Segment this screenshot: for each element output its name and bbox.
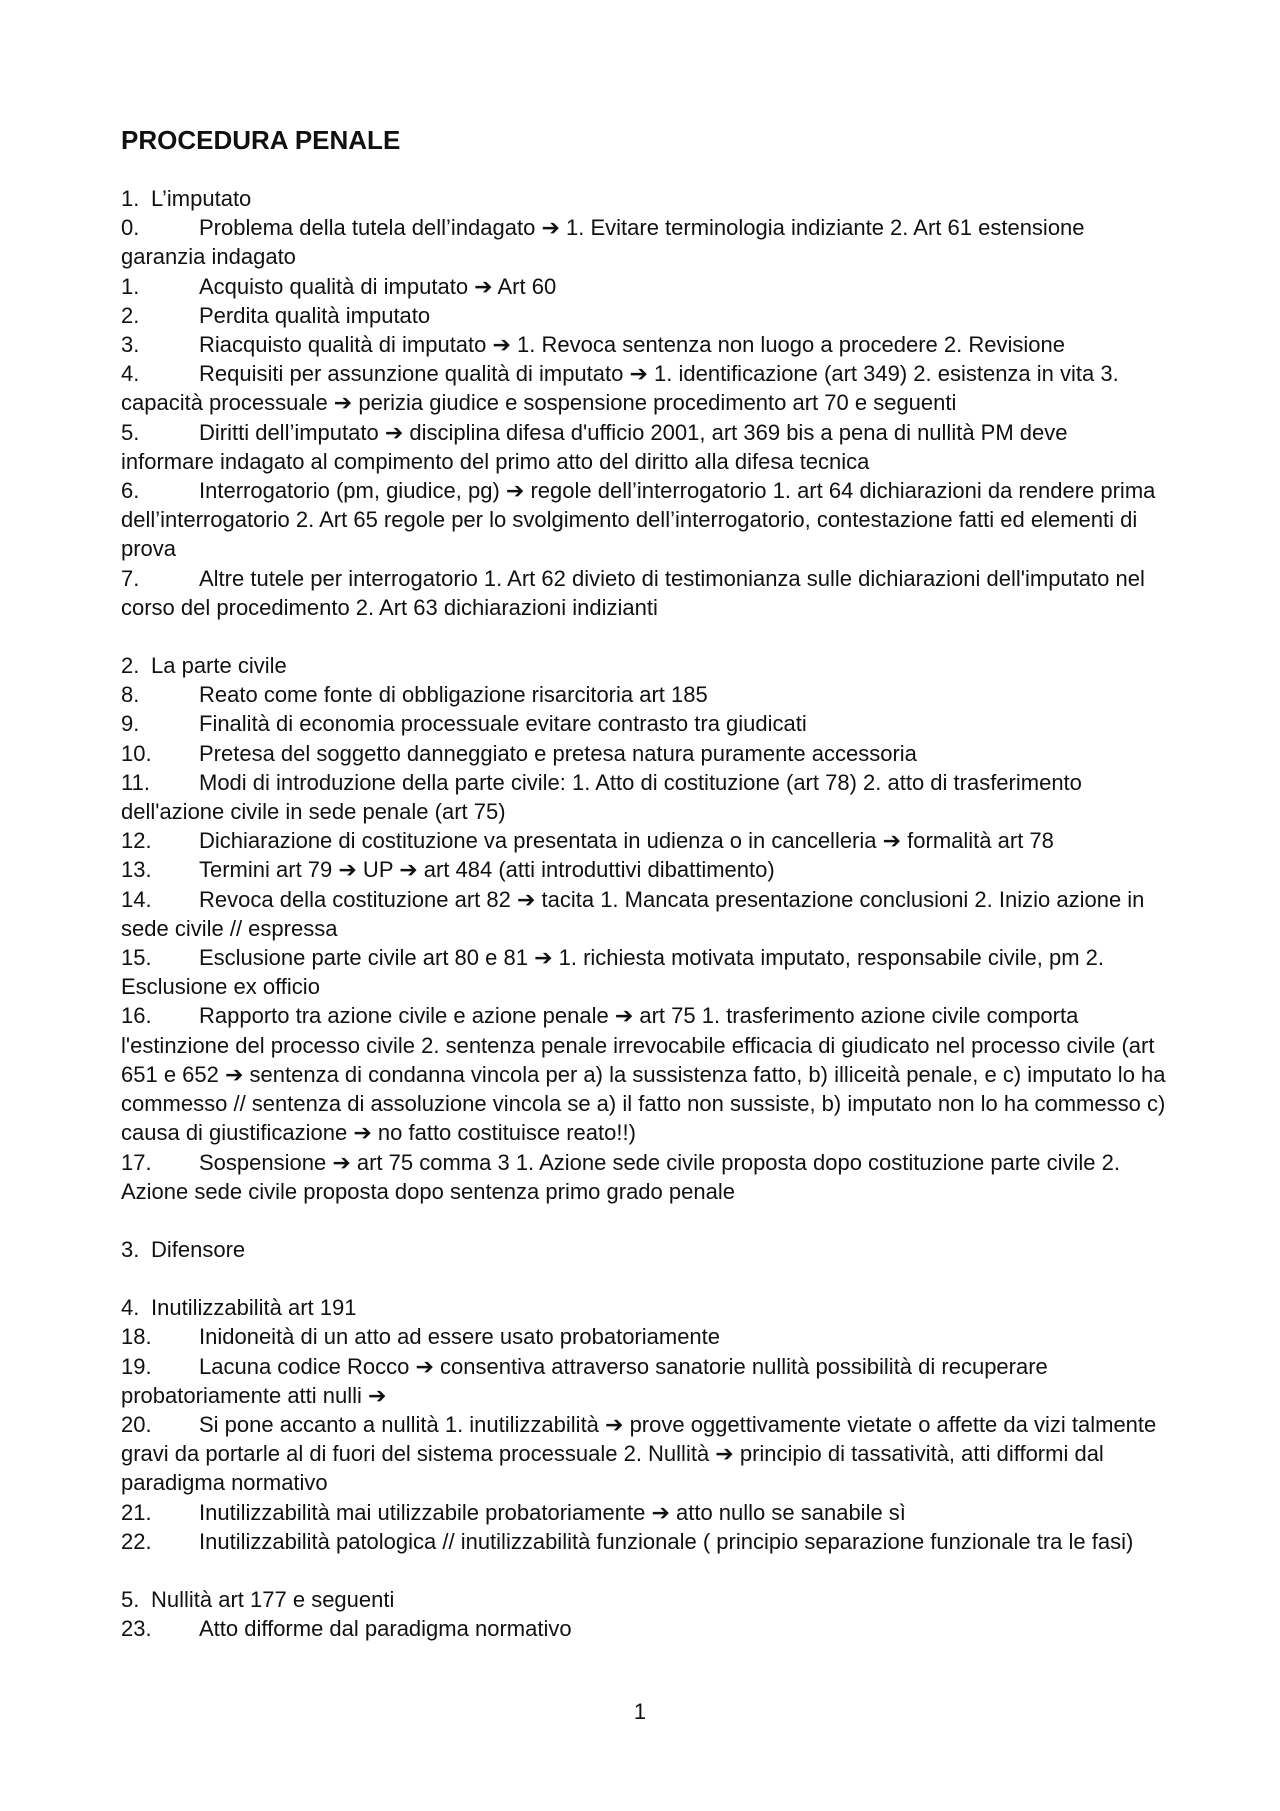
section-heading-number: 4. — [121, 1295, 140, 1321]
list-item-text: Pretesa del soggetto danneggiato e pretesa natura puramente accessoria — [199, 740, 917, 766]
list-item-text: Finalità di economia processuale evitare contrasto tra giudicati — [199, 711, 807, 737]
list-item-text: Lacuna codice Rocco ➔ consentiva attraverso sanatorie nullità possibilità di recuperare probatoriamente atti nulli ➔ — [121, 1353, 1048, 1408]
list-item — [121, 1498, 1166, 1527]
list-item-text: Interrogatorio (pm, giudice, pg) ➔ regole dell’interrogatorio 1. art 64 dichiarazioni da rendere prima dell’interrogatorio 2. Art 65 regole per lo svolgimento dell’interrogatorio, contestazione fatti ed elementi di prova — [121, 478, 1156, 562]
list-item — [121, 1322, 1166, 1351]
list-item-number: 22. — [121, 1528, 152, 1554]
list-item-text: Reato come fonte di obbligazione risarcitoria art 185 — [199, 682, 708, 708]
list-item — [121, 1410, 1166, 1498]
outline-section — [121, 184, 1166, 622]
outline-section — [121, 1235, 1166, 1264]
list-item-text: Inutilizzabilità mai utilizzabile probatoriamente ➔ atto nullo se sanabile sì — [199, 1499, 906, 1525]
section-heading — [121, 1293, 1166, 1322]
list-item — [121, 564, 1166, 622]
section-heading-text: Inutilizzabilità art 191 — [151, 1295, 357, 1321]
list-item-number: 21. — [121, 1499, 152, 1525]
list-item — [121, 1614, 1166, 1643]
list-item-number: 0. — [121, 215, 140, 241]
outline-section — [121, 1293, 1166, 1556]
list-item-number: 23. — [121, 1616, 152, 1642]
list-item — [121, 709, 1166, 738]
list-item-number: 7. — [121, 565, 140, 591]
list-item-text: Revoca della costituzione art 82 ➔ tacita 1. Mancata presentazione conclusioni 2. Inizio azione in sede civile // espressa — [121, 886, 1145, 941]
document-content — [121, 120, 1166, 1643]
list-item-text: Inutilizzabilità patologica // inutilizzabilità funzionale ( principio separazione funzionale tra le fasi) — [199, 1528, 1134, 1554]
outline-section — [121, 651, 1166, 1206]
list-item-text: Perdita qualità imputato — [199, 302, 431, 328]
list-item-number: 15. — [121, 945, 152, 971]
section-heading — [121, 651, 1166, 680]
list-item-text: Altre tutele per interrogatorio 1. Art 62 divieto di testimonianza sulle dichiarazioni dell'imputato nel corso del procedimento 2. Art 63 dichiarazioni indizianti — [121, 565, 1145, 620]
list-item — [121, 476, 1166, 564]
list-item — [121, 943, 1166, 1001]
section-heading-number: 1. — [121, 186, 140, 211]
list-item-number: 8. — [121, 682, 140, 708]
list-item-text: Rapporto tra azione civile e azione penale ➔ art 75 1. trasferimento azione civile comporta l'estinzione del processo civile 2. sentenza penale irrevocabile efficacia di giudicato nel processo civile (art 651 e 652 ➔ sentenza di condanna vincola per a) la sussistenza fatto, b) illiceità penale, e c) imputato lo ha commesso // sentenza di assoluzione vincola se a) il fatto non sussiste, b) imputato non lo ha commesso c) causa di giustificazione ➔ no fatto costituisce reato!!) — [121, 1003, 1166, 1146]
list-item-number: 14. — [121, 886, 152, 912]
list-item-text: Requisiti per assunzione qualità di imputato ➔ 1. identificazione (art 349) 2. esistenza in vita 3. capacità processuale ➔ perizia giudice e sospensione procedimento art 70 e seguenti — [121, 361, 1119, 416]
section-heading-number: 3. — [121, 1236, 140, 1262]
list-item-text: Inidoneità di un atto ad essere usato probatoriamente — [199, 1324, 721, 1350]
list-item-number: 13. — [121, 857, 152, 883]
list-item-number: 17. — [121, 1149, 152, 1175]
list-item — [121, 418, 1166, 476]
list-item-text: Dichiarazione di costituzione va presentata in udienza o in cancelleria ➔ formalità art 78 — [199, 828, 1054, 854]
list-item — [121, 1527, 1166, 1556]
list-item-number: 16. — [121, 1003, 152, 1029]
section-heading — [121, 184, 1166, 213]
list-item-number: 4. — [121, 361, 140, 387]
list-item-text: Problema della tutela dell’indagato ➔ 1. Evitare terminologia indiziante 2. Art 61 estensione garanzia indagato — [121, 215, 1085, 270]
list-item — [121, 885, 1166, 943]
list-item-text: Riacquisto qualità di imputato ➔ 1. Revoca sentenza non luogo a procedere 2. Revisione — [199, 332, 1065, 358]
list-item — [121, 1148, 1166, 1206]
list-item-number: 2. — [121, 302, 140, 328]
section-heading-text: La parte civile — [151, 653, 287, 679]
sections-container — [121, 184, 1166, 1643]
list-item — [121, 680, 1166, 709]
section-heading-text: L’imputato — [151, 186, 252, 211]
section-heading — [121, 1585, 1166, 1614]
list-item — [121, 1352, 1166, 1410]
list-item-number: 6. — [121, 478, 140, 504]
page-number: 1 — [633, 1699, 647, 1724]
list-item — [121, 359, 1166, 417]
list-item — [121, 768, 1166, 826]
list-item-text: Modi di introduzione della parte civile: 1. Atto di costituzione (art 78) 2. atto di trasferimento dell'azione civile in sede penale (art 75) — [121, 769, 1082, 825]
section-heading — [121, 1235, 1166, 1264]
list-item-text: Si pone accanto a nullità 1. inutilizzabilità ➔ prove oggettivamente vietate o affette da vizi talmente gravi da portarle al di fuori del sistema processuale 2. Nullità ➔ principio di tassatività, atti difformi dal paradigma normativo — [121, 1411, 1157, 1496]
section-heading-text: Difensore — [151, 1236, 246, 1262]
section-heading-number: 5. — [121, 1586, 140, 1612]
list-item — [121, 739, 1166, 768]
list-item-number: 5. — [121, 419, 140, 445]
list-item-number: 20. — [121, 1411, 152, 1437]
list-item — [121, 855, 1166, 884]
list-item-number: 1. — [121, 273, 140, 299]
list-item — [121, 1001, 1166, 1147]
list-item-text: Atto difforme dal paradigma normativo — [199, 1616, 572, 1642]
outline-section — [121, 1585, 1166, 1643]
list-item — [121, 213, 1166, 271]
list-item-number: 18. — [121, 1324, 152, 1350]
section-heading-number: 2. — [121, 653, 140, 679]
list-item-number: 11. — [121, 769, 150, 795]
list-item-text: Esclusione parte civile art 80 e 81 ➔ 1. richiesta motivata imputato, responsabile civile, pm 2. Esclusione ex officio — [121, 945, 1104, 1000]
list-item — [121, 826, 1166, 855]
list-item-number: 9. — [121, 711, 140, 737]
list-item — [121, 330, 1166, 359]
list-item-number: 3. — [121, 332, 140, 358]
list-item-text: Sospensione ➔ art 75 comma 3 1. Azione sede civile proposta dopo costituzione parte civile 2. Azione sede civile proposta dopo sentenza primo grado penale — [121, 1149, 1120, 1204]
list-item-text: Diritti dell’imputato ➔ disciplina difesa d'ufficio 2001, art 369 bis a pena di nullità PM deve informare indagato al compimento del primo atto del diritto alla difesa tecnica — [121, 419, 1068, 474]
list-item-number: 12. — [121, 828, 152, 854]
list-item-number: 19. — [121, 1353, 152, 1379]
list-item-number: 10. — [121, 740, 152, 766]
section-heading-text: Nullità art 177 e seguenti — [151, 1586, 395, 1612]
document-title: PROCEDURA PENALE — [121, 125, 401, 155]
list-item — [121, 272, 1166, 301]
list-item — [121, 301, 1166, 330]
list-item-text: Acquisto qualità di imputato ➔ Art 60 — [199, 273, 557, 299]
list-item-text: Termini art 79 ➔ UP ➔ art 484 (atti introduttivi dibattimento) — [199, 857, 775, 883]
